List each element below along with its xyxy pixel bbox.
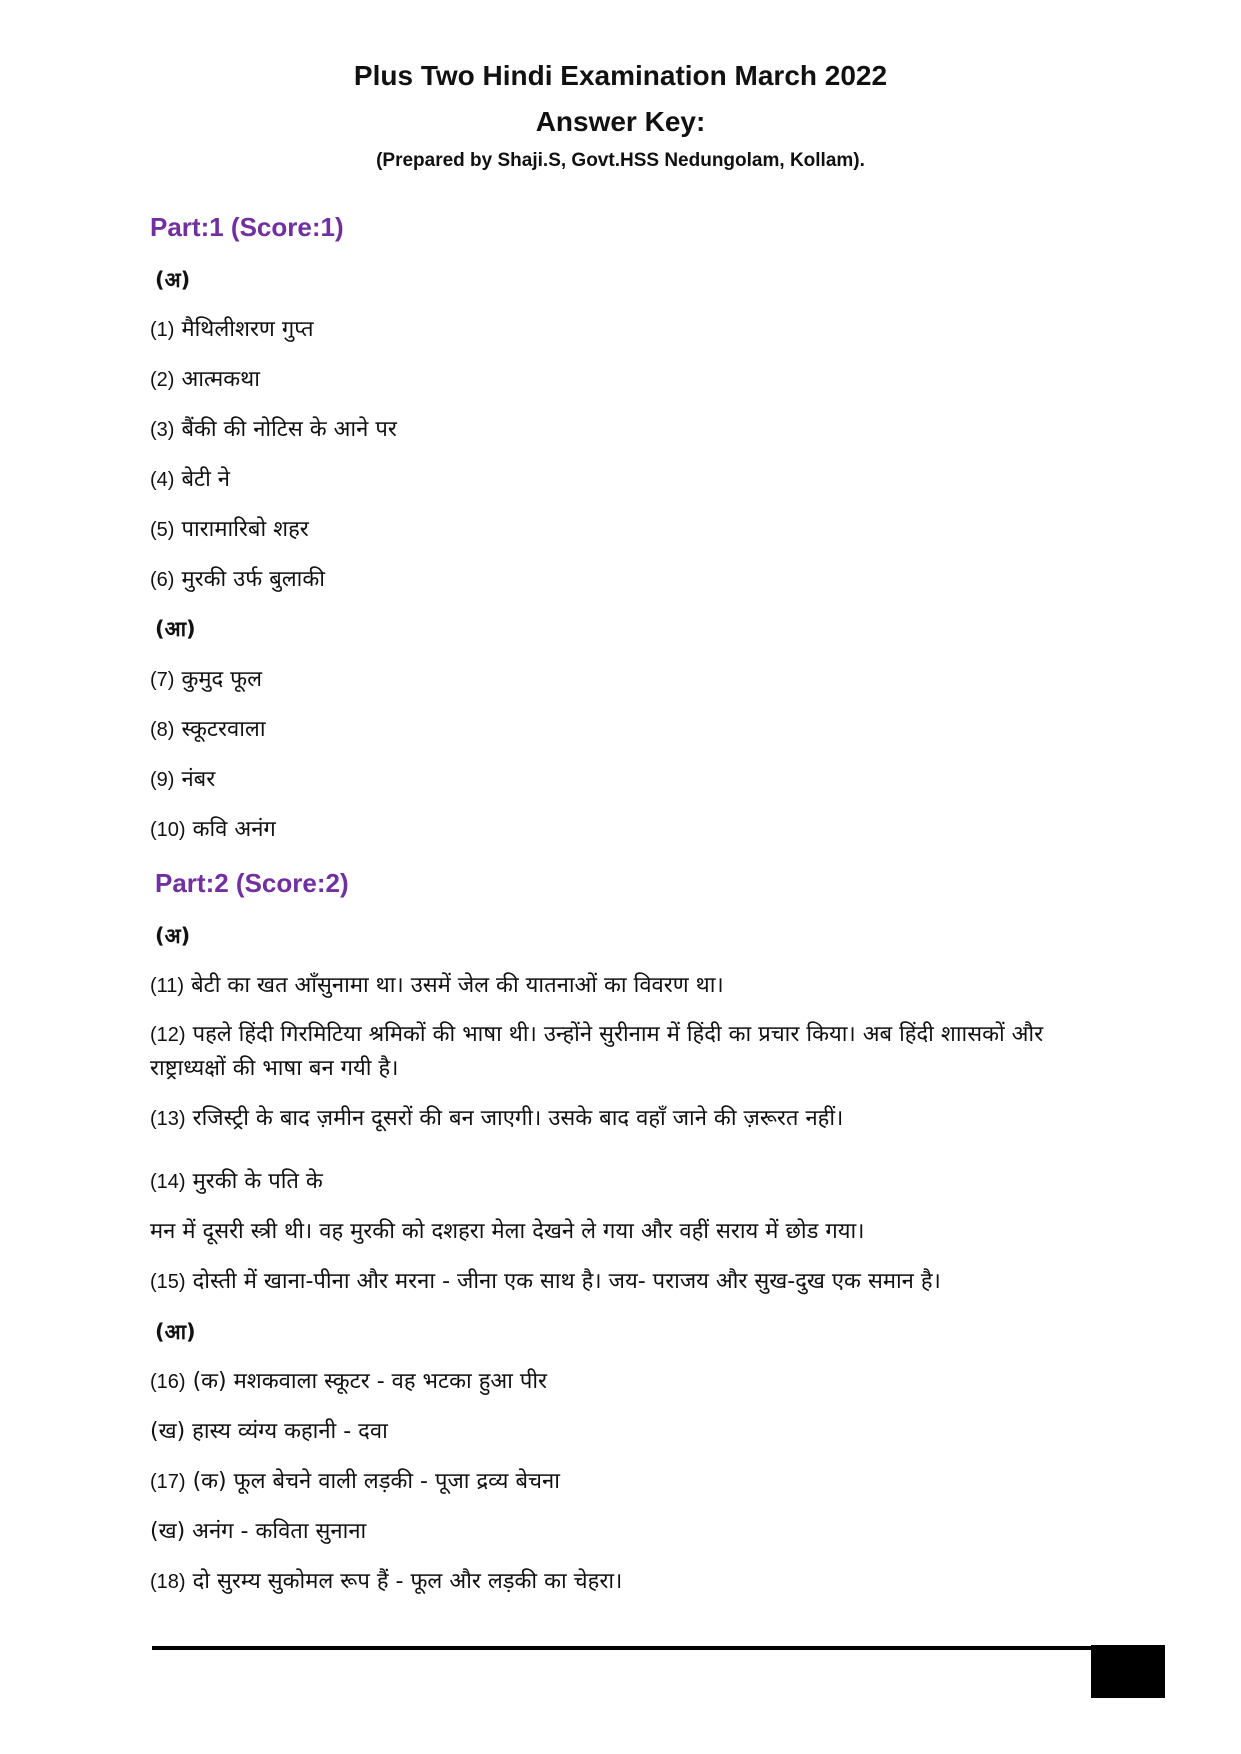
answer-item xyxy=(150,1105,843,1133)
answer-text: बैंकी की नोटिस के आने पर xyxy=(181,417,397,442)
answer-number: (3) xyxy=(150,419,175,441)
answer-text: मुरकी के पति के xyxy=(192,1169,323,1194)
answer-text: नंबर xyxy=(181,767,216,792)
answer-item xyxy=(150,816,276,844)
answer-item xyxy=(150,316,314,344)
footer-divider xyxy=(152,1646,1092,1650)
answer-number: (4) xyxy=(150,469,175,491)
answer-text: पहले हिंदी गिरमिटिया श्रमिकों की भाषा थी। उन्होंने सुरीनाम में हिंदी का प्रचार किया। अब हिंदी शाासकों और राष्ट्राध्यक्षों की भाषा बन गयी है। xyxy=(150,1022,1044,1081)
answer-number: (13) xyxy=(150,1108,186,1130)
answer-item-continued xyxy=(150,1518,366,1546)
answer-item xyxy=(150,766,215,794)
answer-item xyxy=(150,516,309,544)
answer-text: (क) फूल बेचने वाली लड़की - पूजा द्रव्य बेचना xyxy=(192,1469,560,1494)
answer-number: (16) xyxy=(150,1371,186,1393)
answer-number: (12) xyxy=(150,1024,186,1046)
answer-number: (18) xyxy=(150,1571,186,1593)
answer-item xyxy=(150,1018,1090,1086)
answer-text: रजिस्ट्री के बाद ज़मीन दूसरों की बन जाएगी। उसके बाद वहाँ जाने की ज़रूरत नहीं। xyxy=(192,1106,844,1131)
answer-text: स्कूटरवाला xyxy=(181,717,266,742)
answer-item xyxy=(150,972,724,1000)
answer-text: बेटी का खत आँसुनामा था। उसमें जेल की यातनाओं का विवरण था। xyxy=(191,973,724,998)
answer-item xyxy=(150,1368,547,1396)
answer-item xyxy=(150,566,325,594)
document-credit: (Prepared by Shaji.S, Govt.HSS Nedungolam, Kollam). xyxy=(376,150,865,171)
answer-number: (6) xyxy=(150,569,175,591)
answer-text: (क) मशकवाला स्कूटर - वह भटका हुआ पीर xyxy=(192,1369,548,1394)
answer-text: कुमुद फूल xyxy=(181,667,263,692)
answer-number: (11) xyxy=(150,975,185,997)
answer-item xyxy=(150,666,262,694)
document-title: Plus Two Hindi Examination March 2022 xyxy=(353,60,888,91)
answer-item xyxy=(150,466,230,494)
answer-item-continued xyxy=(150,1218,865,1246)
answer-item xyxy=(150,1268,941,1296)
answer-number: (5) xyxy=(150,519,175,541)
answer-text: दोस्ती में खाना-पीना और मरना - जीना एक साथ है। जय- पराजय और सुख-दुख एक समान है। xyxy=(192,1269,941,1294)
answer-text: मैथिलीशरण गुप्त xyxy=(181,317,314,342)
answer-number: (1) xyxy=(150,319,175,341)
answer-text: बेटी ने xyxy=(181,467,231,492)
answer-item xyxy=(150,1168,323,1196)
page-number-box xyxy=(1091,1645,1165,1698)
answer-number: (7) xyxy=(150,669,175,691)
answer-text: दो सुरम्य सुकोमल रूप हैं - फूल और लड़की का चेहरा। xyxy=(192,1569,623,1594)
answer-item xyxy=(150,416,397,444)
answer-number: (8) xyxy=(150,719,175,741)
part1-subsection-b: (आ) xyxy=(155,617,196,641)
answer-text: कवि अनंग xyxy=(192,817,276,842)
answer-text: (ख) अनंग - कविता सुनाना xyxy=(150,1519,367,1544)
part2-subsection-b: (आ) xyxy=(155,1320,196,1344)
answer-item xyxy=(150,366,260,394)
answer-item xyxy=(150,1468,560,1496)
answer-item xyxy=(150,1568,622,1596)
answer-text: पारामारिबो शहर xyxy=(181,517,309,542)
document-subtitle: Answer Key: xyxy=(535,106,706,137)
part2-heading: Part:2 (Score:2) xyxy=(155,868,349,898)
answer-number: (9) xyxy=(150,769,175,791)
part1-subsection-a: (अ) xyxy=(155,268,191,292)
answer-number: (15) xyxy=(150,1271,186,1293)
part1-heading: Part:1 (Score:1) xyxy=(150,212,344,242)
answer-text: (ख) हास्य व्यंग्य कहानी - दवा xyxy=(150,1419,388,1444)
answer-number: (2) xyxy=(150,369,175,391)
answer-text: आत्मकथा xyxy=(181,367,260,392)
answer-number: (10) xyxy=(150,819,186,841)
answer-number: (14) xyxy=(150,1171,186,1193)
answer-item-continued xyxy=(150,1418,388,1446)
part2-subsection-a: (अ) xyxy=(155,924,191,948)
answer-text: मन में दूसरी स्त्री थी। वह मुरकी को दशहरा मेला देखने ले गया और वहीं सराय में छोड गया। xyxy=(150,1219,865,1244)
answer-item xyxy=(150,716,266,744)
answer-text: मुरकी उर्फ बुलाकी xyxy=(181,567,325,592)
answer-number: (17) xyxy=(150,1471,186,1493)
